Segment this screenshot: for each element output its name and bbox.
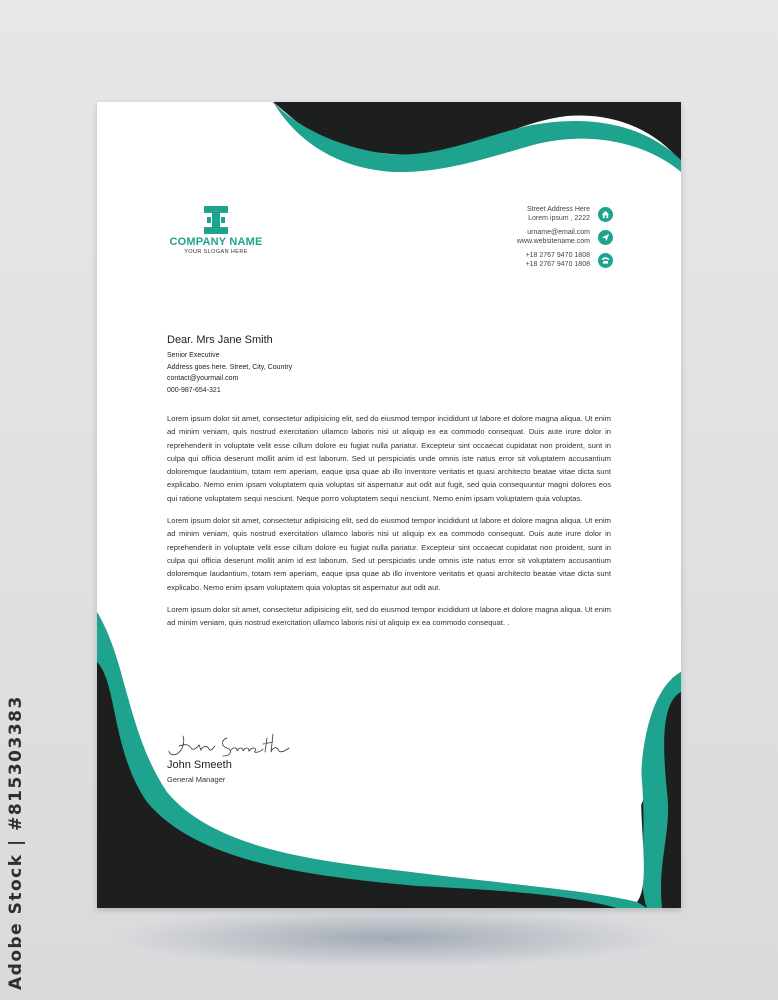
stock-id-label: Adobe Stock | #815303383 (6, 695, 26, 990)
recipient-block (167, 334, 292, 396)
recipient-title: Senior Executive (167, 352, 220, 359)
recipient-email: contact@yourmail.com (167, 375, 239, 382)
company-name: COMPANY NAME (169, 236, 263, 248)
letter-body (167, 412, 611, 638)
contact-address (463, 205, 613, 223)
body-paragraph-1: Lorem ipsum dolor sit amet, consectetur adipisicing elit, sed do eiusmod tempor incididunt ut labore et dolore magna aliqua. Ut enim ad minim veniam, quis nostrud exercitation ullamco laboris nisi ut aliquip ex ea commodo consequat. Duis aute irure dolor in reprehenderit in voluptate velit esse cillum dolore eu fugiat nulla pariatur. Excepteur sint occaecat cupidatat non proident, sunt in culpa qui officia deserunt mollit anim id est laborum. Sed ut perspiciatis unde omnis iste natus error sit voluptatem accusantium doloremque laudantium, totam rem aperiam, eaque ipsa quae ab illo inventore veritatis et quasi architecto beatae vitae dicta sunt explicabo. Nemo enim ipsam voluptatem quia voluptas sit aspernatur aut odit aut fugit, sed quia consequuntur magni dolores eos qui ratione voluptatem sequi nesciunt. Neque porro voluptatem sequi nesciunt. Nemo enim ipsam voluptatem quia voluptas. (167, 414, 611, 503)
contact-phone (463, 251, 613, 269)
address-line1: Street Address Here (526, 206, 590, 213)
body-paragraph-2: Lorem ipsum dolor sit amet, consectetur adipisicing elit, sed do eiusmod tempor incididunt ut labore et dolore magna aliqua. Ut enim ad minim veniam, quis nostrud exercitation ullamco laboris nisi ut aliquip ex ea commodo consequat. Duis aute irure dolor in reprehenderit in voluptate velit esse cillum dolore eu fugiat nulla pariatur. Excepteur sint occaecat cupidatat non proident, sunt in culpa qui officia deserunt mollit anim id est laborum. Sed ut perspiciatis unde omnis iste natus error sit voluptatem accusantium doloremque laudantium, totam rem aperiam, eaque ipsa quae ab illo inventore veritatis et quasi architecto beatae vitae dicta sunt explicabo. Nemo enim ipsam voluptatem quia voluptas sit aspernatur aut odit aut. (167, 516, 611, 592)
letterhead-sheet (97, 102, 681, 908)
signer-name: John Smeeth (167, 759, 232, 771)
sheet-reflection (110, 908, 670, 968)
recipient-phone: 000-987-654-321 (167, 386, 221, 394)
handwritten-signature (165, 730, 295, 760)
send-icon (598, 230, 613, 245)
company-slogan: YOUR SLOGAN HERE (184, 249, 248, 255)
phone-icon (598, 253, 613, 268)
recipient-salutation: Dear. Mrs Jane Smith (167, 334, 273, 346)
phone-line1: +18 2767 9470 1808 (525, 252, 590, 259)
recipient-address: Address goes here. Street, City, Country (167, 363, 293, 371)
signer-title: General Manager (167, 775, 226, 784)
home-icon (598, 207, 613, 222)
website-line: www.websitename.com (516, 238, 590, 245)
phone-line2: +18 2767 9470 1808 (525, 261, 590, 268)
email-line: urname@email.com (527, 229, 590, 236)
contact-web (463, 228, 613, 246)
company-logo (165, 206, 267, 255)
address-line2: Lorem ipsum , 2222 (528, 215, 590, 222)
i-beam-logo-icon (204, 206, 228, 234)
body-paragraph-3: Lorem ipsum dolor sit amet, consectetur adipisicing elit, sed do eiusmod tempor incididunt ut labore et dolore magna aliqua. Ut enim ad minim veniam, quis nostrud exercitation ullamco laboris nisi ut aliquip ex ea commodo consequat. . (167, 604, 611, 628)
